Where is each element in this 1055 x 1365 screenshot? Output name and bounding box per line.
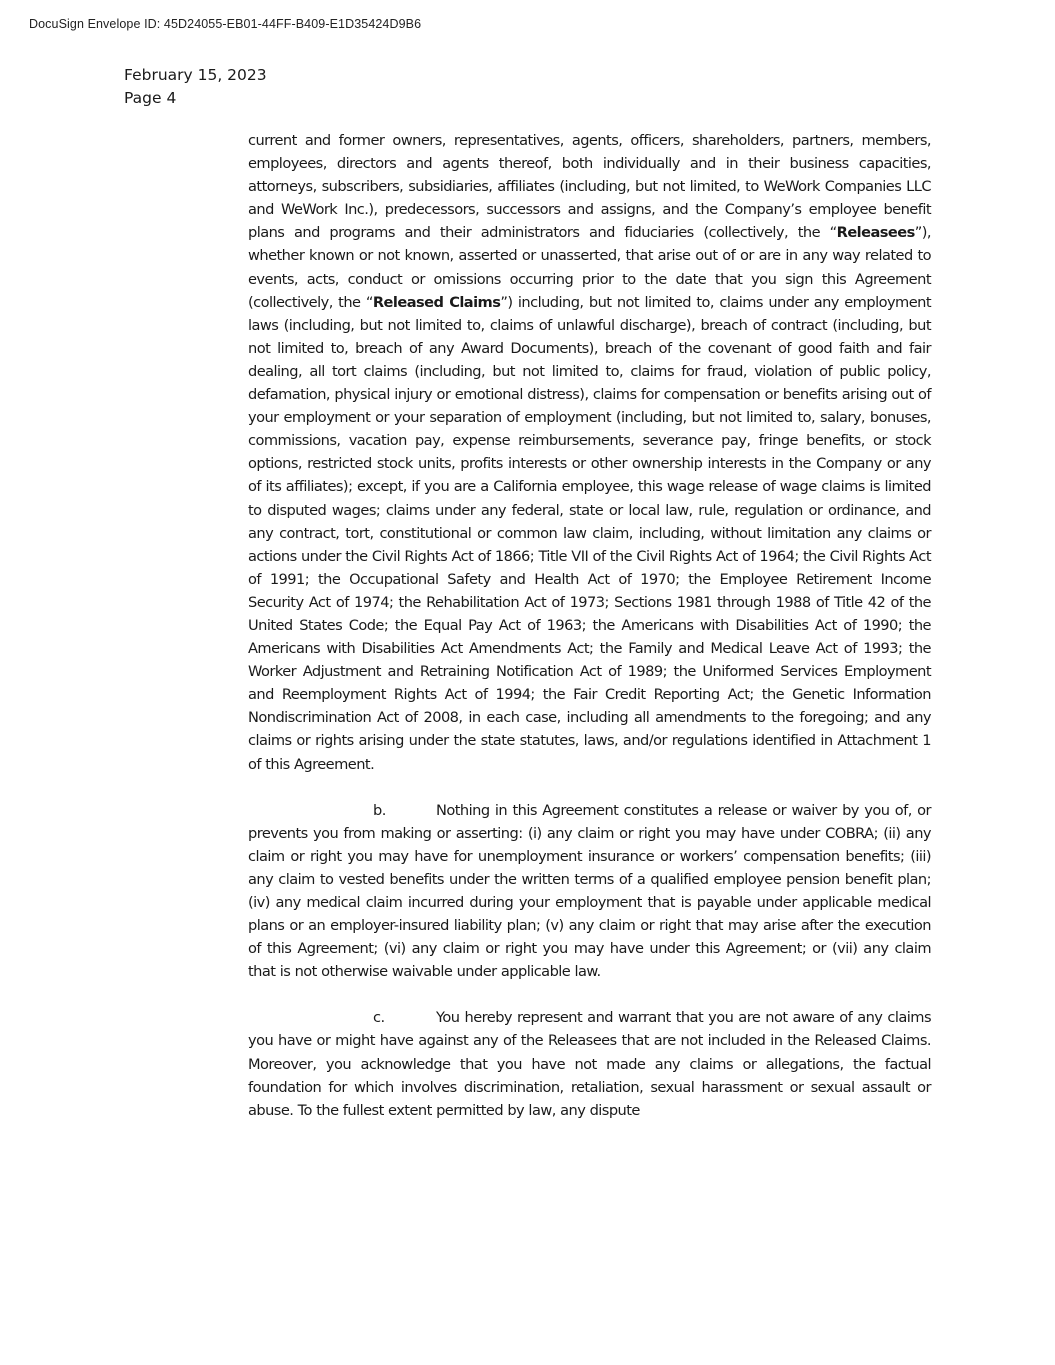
page-number: Page 4	[124, 89, 177, 107]
release-paragraph-a	[248, 129, 931, 776]
letter-header	[124, 64, 267, 110]
letter-date: February 15, 2023	[124, 66, 267, 84]
release-paragraph-c	[248, 1006, 931, 1121]
para-a-text-2: ”), whether known or not known, asserted or unasserted, that arise out of or are in any way related to events, acts, conduct or omissions occurring prior to the date that you sign this Agreement (collectively, the “	[248, 224, 931, 311]
para-c-text: You hereby represent and warrant that you are not aware of any claims you have or might have against any of the Releasees that are not included in the Released Claims. Moreover, you acknowledge that you have not made any claims or allegations, the factual foundation for which involves discrimination, retaliation, sexual harassment or sexual assault or abuse. To the fullest extent permitted by law, any dispute	[248, 1009, 931, 1119]
term-releasees: Releasees	[836, 224, 915, 242]
para-a-text-1: current and former owners, representatives, agents, officers, shareholders, partners, members, employees, directors and agents thereof, both individually and in their business capacities, attorneys, subscribers, subsidiaries, affiliates (including, but not limited, to WeWork Companies LLC and WeWork Inc.), predecessors, successors and assigns, and the Company’s employee benefit plans and programs and their administrators and fiduciaries (collectively, the “	[248, 132, 931, 242]
term-released-claims: Released Claims	[372, 293, 501, 311]
docusign-envelope-id: DocuSign Envelope ID: 45D24055-EB01-44FF-B409-E1D35424D9B6	[29, 17, 422, 31]
para-b-letter: b.	[373, 801, 386, 819]
document-body	[248, 129, 931, 1145]
para-c-letter: c.	[373, 1009, 385, 1027]
para-b-text: Nothing in this Agreement constitutes a release or waiver by you of, or prevents you from making or asserting: (i) any claim or right you may have under COBRA; (ii) any claim or right you may have for unemployment insurance or workers’ compensation benefits; (iii) any claim to vested benefits under the written terms of a qualified employee pension benefit plan; (iv) any medical claim incurred during your employment that is payable under applicable medical plans or an employer-insured liability plan; (v) any claim or right that may arise after the execution of this Agreement; (vi) any claim or right you may have under this Agreement; or (vii) any claim that is not otherwise waivable under applicable law.	[248, 801, 931, 981]
release-paragraph-b	[248, 799, 931, 984]
para-a-text-3: ”) including, but not limited to, claims under any employment laws (including, but not limited to, claims of unlawful discharge), breach of contract (including, but not limited to, breach of any Award Documents), breach of the covenant of good faith and fair dealing, all tort claims (including, but not limited to, claims for fraud, violation of public policy, defamation, physical injury or emotional distress), claims for compensation or benefits arising out of your employment or your separation of employment (including, but not limited to, salary, bonuses, commissions, vacation pay, expense reimbursements, severance pay, fringe benefits, or stock options, restricted stock units, profits interests or other ownership interests in the Company or any of its affiliates); except, if you are a California employee, this wage release of wage claims is limited to disputed wages; claims under any federal, state or local law, rule, regulation or ordinance, and any contract, tort, constitutional or common law claim, including, without limitation any claims or actions under the Civil Rights Act of 1866; Title VII of the Civil Rights Act of 1964; the Civil Rights Act of 1991; the Occupational Safety and Health Act of 1970; the Employee Retirement Income Security Act of 1974; the Rehabilitation Act of 1973; Sections 1981 through 1988 of Title 42 of the United States Code; the Equal Pay Act of 1963; the Americans with Disabilities Act of 1990; the Americans with Disabilities Act Amendments Act; the Family and Medical Leave Act of 1993; the Worker Adjustment and Retraining Notification Act of 1989; the Uniformed Services Employment and Reemployment Rights Act of 1994; the Fair Credit Reporting Act; the Genetic Information Nondiscrimination Act of 2008, in each case, including all amendments to the foregoing; and any claims or rights arising under the state statutes, laws, and/or regulations identified in Attachment 1 of this Agreement.	[248, 293, 932, 773]
